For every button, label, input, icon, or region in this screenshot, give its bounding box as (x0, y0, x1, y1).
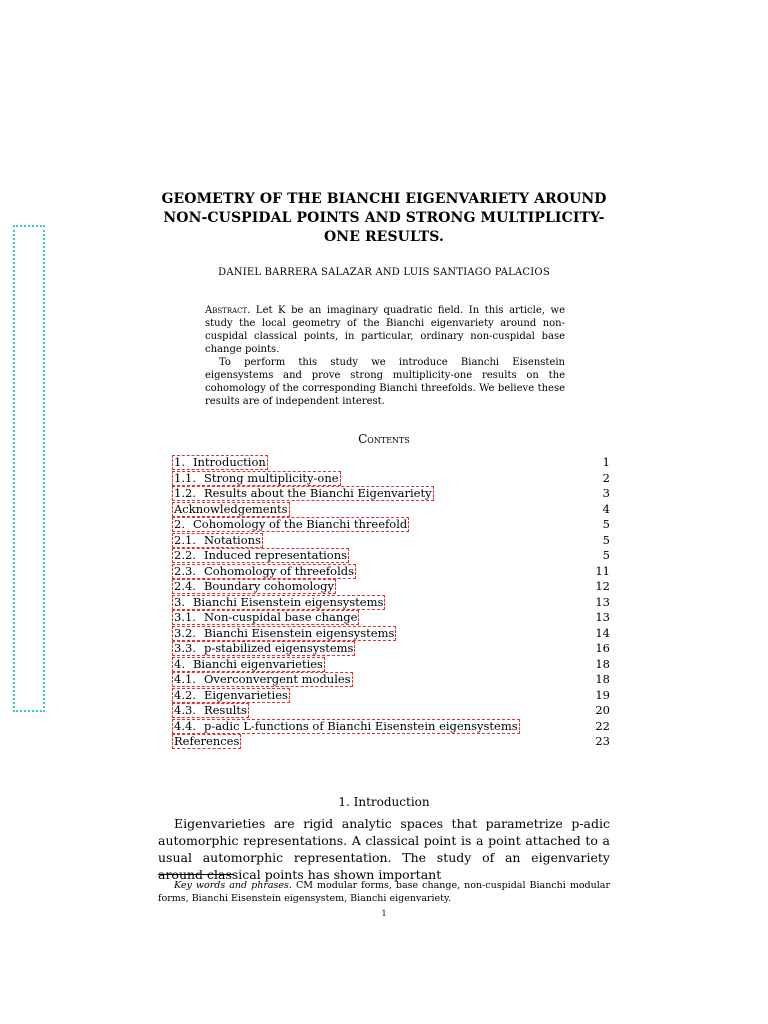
toc-row (172, 657, 610, 673)
toc-row (172, 471, 610, 487)
toc-number: 4.2. (174, 687, 196, 702)
toc-page-number: 3 (602, 486, 610, 500)
toc-link[interactable] (172, 579, 336, 594)
toc-page-number: 5 (602, 532, 610, 547)
toc-page-number: 13 (595, 594, 610, 609)
toc-number: 2. (174, 517, 185, 531)
toc-label: Boundary cohomology (203, 579, 334, 593)
toc-row (172, 486, 610, 502)
toc-label: Induced representations (203, 548, 348, 562)
toc-link[interactable] (172, 703, 249, 718)
toc-link[interactable] (172, 471, 341, 486)
footnote (158, 879, 610, 905)
toc-label: p-stabilized eigensystems (203, 641, 354, 655)
toc-link[interactable] (172, 564, 356, 579)
toc-row (172, 719, 610, 735)
toc-page-number: 11 (595, 563, 610, 578)
page-number: 1 (381, 909, 387, 918)
toc-number: 4.4. (174, 718, 196, 733)
toc-label: Overconvergent modules (203, 672, 351, 686)
toc-link[interactable] (172, 641, 355, 656)
paper-authors: DANIEL BARRERA SALAZAR AND LUIS SANTIAGO PALACIOS (218, 267, 550, 278)
toc-page-number: 20 (595, 703, 610, 717)
toc-row (172, 579, 610, 595)
toc-label: Non-cuspidal base change (203, 610, 358, 624)
toc-number: 4.1. (174, 672, 196, 686)
toc-link[interactable] (172, 734, 241, 749)
abstract-label: Abstract. (205, 305, 251, 316)
toc-number: 2.3. (174, 563, 196, 578)
toc-row (172, 672, 610, 688)
abstract-text-1: Let K be an imaginary quadratic field. In this article, we study the local geometry of the Bianchi eigenvariety around non-cuspidal classical points, in particular, ordinary non-cuspidal base change points. (205, 305, 565, 355)
toc-label: Eigenvarieties (203, 687, 288, 702)
toc-row (172, 455, 610, 471)
toc-row (172, 703, 610, 719)
footnote-text: CM modular forms, base change, non-cuspidal Bianchi modular forms, Bianchi Eisenstein eigensystem, Bianchi eigenvariety. (158, 880, 610, 904)
toc-row (172, 548, 610, 564)
toc-label: Notations (203, 532, 261, 547)
toc-link[interactable] (172, 533, 263, 548)
toc-link[interactable] (172, 719, 520, 734)
table-of-contents (172, 455, 610, 750)
body-paragraph: Eigenvarieties are rigid analytic spaces that parametrize p-adic automorphic representations. A classical point is a point attached to a usual automorphic representation. The study of an eigenvariety around classical points has shown important (158, 816, 610, 882)
toc-row (172, 626, 610, 642)
toc-label: Bianchi Eisenstein eigensystems (203, 625, 395, 640)
toc-label: Strong multiplicity-one (203, 470, 339, 485)
toc-label: p-adic L-functions of Bianchi Eisenstein eigensystems (203, 718, 518, 733)
toc-page-number: 1 (602, 455, 610, 469)
toc-number: 1.2. (174, 486, 196, 500)
toc-page-number: 19 (595, 687, 610, 702)
toc-number: 1.1. (174, 470, 196, 485)
toc-link[interactable] (172, 502, 290, 517)
toc-row (172, 564, 610, 580)
toc-row (172, 688, 610, 704)
toc-link[interactable] (172, 672, 353, 687)
toc-number: 2.1. (174, 532, 196, 547)
toc-page-number: 13 (595, 610, 610, 624)
toc-link[interactable] (172, 517, 409, 532)
toc-label: Cohomology of the Bianchi threefold (192, 517, 408, 531)
toc-label: Introduction (192, 455, 266, 469)
toc-number: 3. (174, 594, 185, 609)
toc-label: Bianchi eigenvarieties (192, 656, 323, 671)
toc-row (172, 517, 610, 533)
toc-link[interactable] (172, 626, 396, 641)
toc-page-number: 12 (595, 579, 610, 593)
footnote-paragraph (158, 879, 610, 905)
toc-label: Results about the Bianchi Eigenvariety (203, 486, 432, 500)
abstract-paragraph-1 (205, 304, 565, 356)
toc-page-number: 4 (602, 501, 610, 516)
toc-page-number: 16 (595, 641, 610, 655)
contents-heading: Contents (358, 432, 410, 446)
toc-row (172, 610, 610, 626)
toc-number: 3.2. (174, 625, 196, 640)
toc-page-number: 2 (602, 470, 610, 485)
toc-label: Results (203, 703, 247, 717)
footnote-rule (158, 874, 234, 875)
toc-page-number: 5 (602, 548, 610, 562)
toc-page-number: 18 (595, 672, 610, 686)
toc-row (172, 533, 610, 549)
footnote-label: Key words and phrases. (174, 880, 292, 891)
abstract-paragraph-2: To perform this study we introduce Bianchi Eisenstein eigensystems and prove strong multiplicity-one results on the cohomology of the corresponding Bianchi threefolds. We believe these results are of independent interest. (205, 357, 565, 407)
toc-row (172, 595, 610, 611)
abstract (205, 304, 565, 408)
toc-number: 4.3. (174, 703, 196, 717)
toc-page-number: 5 (602, 517, 610, 531)
toc-number: 4. (174, 656, 185, 671)
toc-label: Acknowledgements (174, 501, 288, 516)
toc-link[interactable] (172, 610, 359, 625)
body-text (158, 815, 610, 883)
toc-link[interactable] (172, 688, 290, 703)
toc-number: 2.2. (174, 548, 196, 562)
toc-label: Bianchi Eisenstein eigensystems (192, 594, 384, 609)
toc-link[interactable] (172, 548, 349, 563)
toc-page-number: 14 (595, 625, 610, 640)
toc-row (172, 641, 610, 657)
toc-page-number: 22 (595, 718, 610, 733)
toc-page-number: 23 (595, 734, 610, 748)
toc-link[interactable] (172, 657, 325, 672)
toc-number: 2.4. (174, 579, 196, 593)
toc-row (172, 502, 610, 518)
toc-number: 3.1. (174, 610, 196, 624)
paper-title: GEOMETRY OF THE BIANCHI EIGENVARIETY AROUND NON-CUSPIDAL POINTS AND STRONG MULTIPLICITY-ONE RESULTS. (161, 191, 607, 245)
section-heading: 1. Introduction (338, 795, 430, 809)
toc-link[interactable] (172, 595, 385, 610)
margin-link-box[interactable] (13, 225, 45, 712)
toc-label: Cohomology of threefolds (203, 563, 355, 578)
toc-link[interactable] (172, 486, 434, 501)
toc-link[interactable] (172, 455, 268, 470)
toc-row (172, 734, 610, 750)
toc-page-number: 18 (595, 656, 610, 671)
toc-number: 1. (174, 455, 185, 469)
toc-number: 3.3. (174, 641, 196, 655)
toc-label: References (174, 734, 240, 748)
